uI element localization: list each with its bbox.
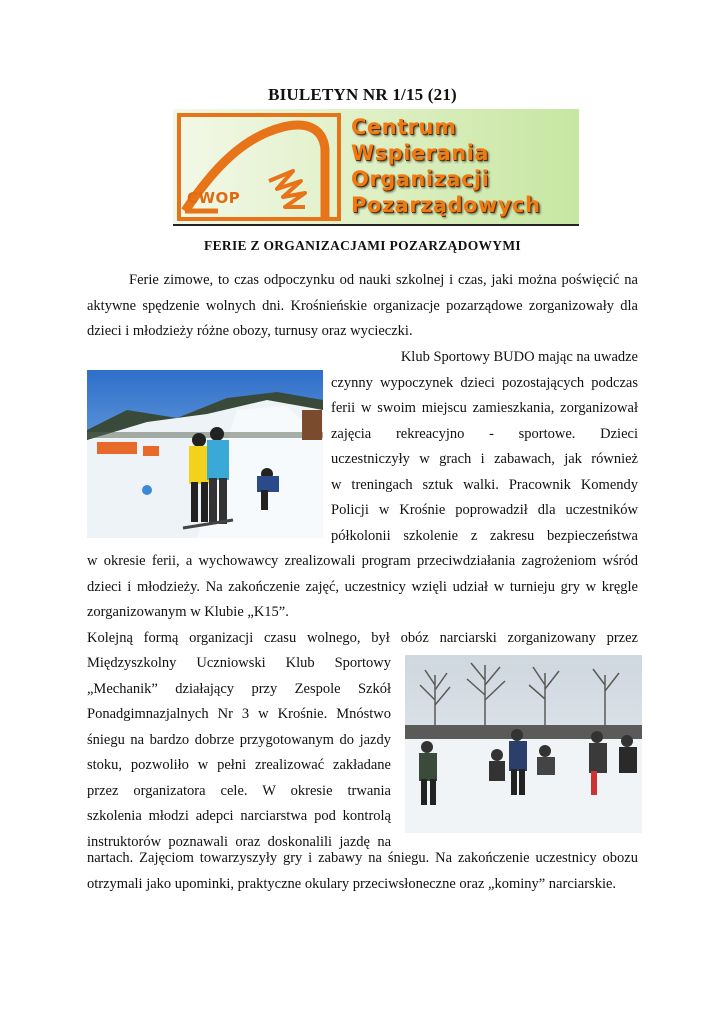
budo-full-line-3: zorganizowanym w Klubie „K15”. [87,604,289,620]
logo-line-2: Wspierania [351,141,489,165]
mechanik-line-1: Międzyszkolny Uczniowski Klub Sportowy [87,655,391,671]
budo-line-6: w treningach sztuk walki. Pracownik Komendy [331,476,638,493]
budo-line-3: ferii w swoim miejscu zamieszkania, zorganizował [331,400,638,416]
budo-line-8: półkolonii szkolenie z zakresu bezpieczeństwa [331,527,638,544]
budo-line-4: zajęcia rekreacyjno - sportowe. Dzieci [331,425,638,442]
mechanik-line-6: przez organizatora cele. W okresie trwania [87,782,391,799]
logo-line-3: Organizacji [351,167,490,191]
closing-line-2: otrzymali jako upominki, praktyczne okulary przeciwsłoneczne oraz „kominy” narciarskie. [87,875,617,892]
logo-line-1: Centrum [351,115,457,139]
mechanik-line-3: Ponadgimnazjalnych Nr 3 w Krośnie. Mnóstwo [87,706,391,722]
ski-slope-photo [87,370,323,538]
budo-full-line-1: w okresie ferii, a wychowawcy zrealizowali program przeciwdziałania zagrożeniom wśród [87,553,638,569]
mechanik-line-7: szkolenia młodzi adepci narciarstwa pod kontrolą [87,808,391,824]
bulletin-title: BIULETYN NR 1/15 (21) [268,85,457,104]
article-heading: FERIE Z ORGANIZACJAMI POZARZĄDOWYMI [204,238,521,253]
budo-full-line-2: dzieci i młodzieży. Na zakończenie zajęć, uczestnicy wzięli udział w turnieju gry w kręgle [87,578,638,595]
mechanik-line-4: śniegu na bardzo dobrze przygotowanym do jazdy [87,731,391,748]
mechanik-line-2: „Mechanik” działający przy Zespole Szkół [87,680,391,697]
logo-abbreviation: CWOP [187,189,241,207]
mechanik-line-8: instruktorów poznawali oraz doskonalili jazdę na [87,833,391,850]
budo-line-7: Policji w Krośnie poprowadził dla uczestników [331,502,638,518]
logo-line-4: Pozarządowych [351,193,541,217]
cwop-logo [173,109,579,226]
ice-rink-photo [405,655,642,833]
budo-paragraph-continued [87,549,638,651]
closing-paragraph [87,846,638,897]
budo-line-2: czynny wypoczynek dzieci pozostających podczas [331,374,638,391]
mechanik-line-5: stoku, pozwoliło w pełni zrealizować zakładane [87,757,391,773]
mechanik-paragraph [87,651,391,855]
closing-line-1: nartach. Zajęciom towarzyszyły gry i zabawy na śniegu. Na zakończenie uczestnicy obozu [87,850,638,866]
budo-line-1: Klub Sportowy BUDO mając na uwadze [400,349,638,365]
budo-line-5: uczestniczyły w grach i zabawach, jak również [331,451,638,467]
budo-paragraph [331,345,638,549]
intro-paragraph: Ferie zimowe, to czas odpoczynku od nauki szkolnej i czas, jaki można poświęcić na aktywne spędzenie wolnych dni. Krośnieńskie organizacje pozarządowe zorganizowały dla dzieci i młodzieży różne obozy, turnusy oraz wycieczki. [87,272,638,339]
mechanik-intro-line: Kolejną formą organizacji czasu wolnego, był obóz narciarski zorganizowany przez [87,629,638,646]
